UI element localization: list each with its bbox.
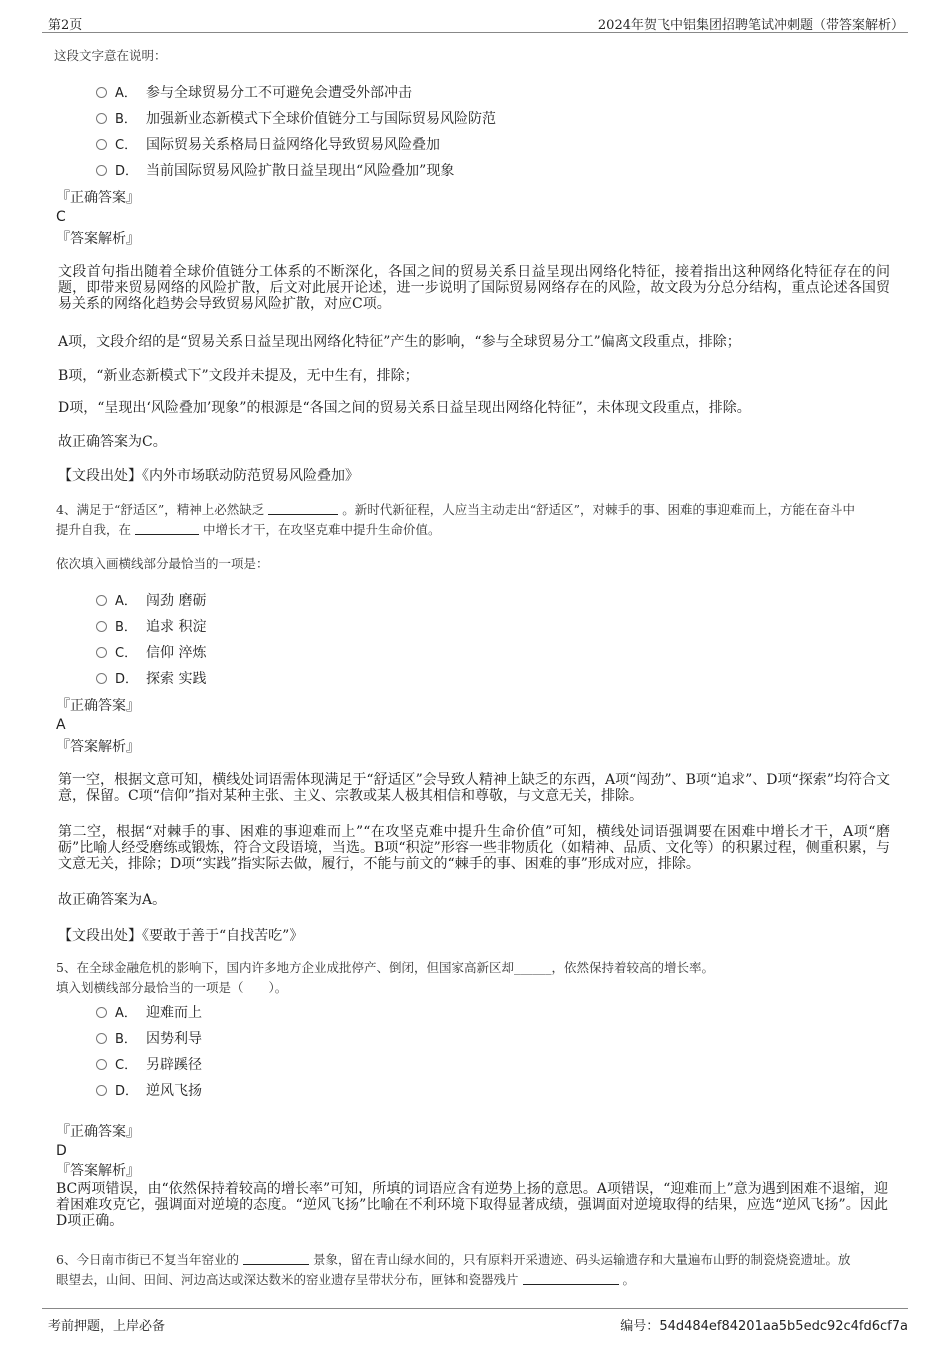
q3-answer-label: 『正确答案』 (56, 190, 140, 206)
radio-icon[interactable] (96, 113, 107, 124)
q5-analysis: BC两项错误，由“依然保持着较高的增长率”可知，所填的词语应含有逆势上扬的意思。A项错误，“迎难而上”意为遇到困难不退缩，迎着困难攻克它，强调面对逆境的态度。“逆风飞扬”比喻在不利环境下取得显著成绩，强调面对逆境取得的结果，应选“逆风飞扬”。因此D项正确。 (56, 1181, 888, 1229)
radio-icon[interactable] (96, 647, 107, 658)
q4-blank-2 (135, 522, 199, 535)
q3-analysis-1: 文段首句指出随着全球价值链分工体系的不断深化，各国之间的贸易关系日益呈现出网络化特征，接着指出这种网络化特征存在的问题，即带来贸易网络的风险扩散，后文对此展开论述，进一步说明了国际贸易网络存在的风险，故文段为分总分结构，重点论述各国贸易关系的网络化趋势会导致贸易风险扩散，对应C项。 (58, 264, 890, 312)
q5-prompt: 填入划横线部分最恰当的一项是（ ）。 (56, 980, 288, 995)
q6-stem: 6、今日南市街已不复当年窑业的 景象，留在青山绿水间的，只有原料开采遗迹、码头运输遗存和大量遍布山野的制瓷烧瓷遗址。放 眼望去，山间、田间、河边高达或深达数米的窑业遗存呈带状分布，匣钵和瓷器残片 。 (56, 1252, 851, 1287)
radio-icon[interactable] (96, 673, 107, 684)
q3-stem-tail: 这段文字意在说明： (54, 48, 167, 63)
q5-answer-label: 『正确答案』 (56, 1124, 140, 1140)
q4-analysis-label: 『答案解析』 (56, 739, 140, 755)
radio-icon[interactable] (96, 595, 107, 606)
q5-option-a[interactable]: A． 迎难而上 (96, 1004, 202, 1023)
q4-answer-label: 『正确答案』 (56, 698, 140, 714)
q5-option-b[interactable]: B． 因势利导 (96, 1030, 202, 1049)
page-header (42, 12, 908, 33)
q4-analysis-1: 第一空，根据文意可知，横线处词语需体现满足于“舒适区”会导致人精神上缺乏的东西，A项“闯劲”、B项“追求”、D项“探索”均符合文意，保留。C项“信仰”指对某种主张、主义、宗教或某人极其相信和尊敬，与文意无关，排除。 (58, 772, 890, 804)
document-code: 编号：54d484ef84201aa5b5edc92c4fd6cf7a (620, 1319, 908, 1334)
q4-analysis-3: 故正确答案为A。 (58, 892, 167, 908)
q4-blank-1 (268, 502, 338, 515)
document-title: 2024年贺飞中铝集团招聘笔试冲刺题（带答案解析） (597, 18, 904, 33)
q4-stem: 4、满足于“舒适区”，精神上必然缺乏 。新时代新征程，人应当主动走出“舒适区”，对棘手的事、困难的事迎难而上，方能在奋斗中 提升自我，在 中增长才干，在攻坚克难中提升生命价值。 (56, 502, 855, 537)
q5-answer: D (56, 1143, 67, 1159)
q3-option-d[interactable]: D． 当前国际贸易风险扩散日益呈现出“风险叠加”现象 (96, 162, 454, 181)
q6-blank-2 (523, 1272, 619, 1285)
radio-icon[interactable] (96, 165, 107, 176)
q3-source: 【文段出处】《内外市场联动防范贸易风险叠加》 (58, 468, 359, 484)
radio-icon[interactable] (96, 1007, 107, 1018)
q3-analysis-2: A项，文段介绍的是“贸易关系日益呈现出网络化特征”产生的影响，“参与全球贸易分工”偏离文段重点，排除； (58, 334, 741, 350)
q3-option-c[interactable]: C． 国际贸易关系格局日益网络化导致贸易风险叠加 (96, 136, 440, 155)
q3-analysis-4: D项，“呈现出‘风险叠加’现象”的根源是“各国之间的贸易关系日益呈现出网络化特征”，未体现文段重点，排除。 (58, 400, 751, 416)
q3-analysis-5: 故正确答案为C。 (58, 434, 167, 450)
q4-analysis-2: 第二空，根据“对棘手的事、困难的事迎难而上”“在攻坚克难中提升生命价值”可知，横线处词语强调要在困难中增长才干，A项“磨砺”比喻人经受磨练或锻炼，符合文段语境，当选。B项“积淀”形容一些非物质化（如精神、品质、文化等）的积累过程，侧重积累，与文意无关，排除；D项“实践”指实际去做，履行，不能与前文的“棘手的事、困难的事”形成对应，排除。 (58, 824, 890, 872)
q3-analysis-label: 『答案解析』 (56, 231, 140, 247)
q4-option-d[interactable]: D． 探索 实践 (96, 670, 206, 689)
radio-icon[interactable] (96, 139, 107, 150)
q3-option-a[interactable]: A． 参与全球贸易分工不可避免会遭受外部冲击 (96, 84, 412, 103)
page-footer (42, 1308, 908, 1335)
q4-option-c[interactable]: C． 信仰 淬炼 (96, 644, 206, 663)
q3-answer: C (56, 209, 66, 225)
q3-analysis-3: B项，“新业态新模式下”文段并未提及，无中生有，排除； (58, 368, 419, 384)
q5-option-c[interactable]: C． 另辟蹊径 (96, 1056, 202, 1075)
q6-blank-1 (243, 1252, 309, 1265)
radio-icon[interactable] (96, 621, 107, 632)
q3-option-b[interactable]: B． 加强新业态新模式下全球价值链分工与国际贸易风险防范 (96, 110, 496, 129)
q4-option-a[interactable]: A． 闯劲 磨砺 (96, 592, 206, 611)
radio-icon[interactable] (96, 1033, 107, 1044)
q5-stem: 5、在全球金融危机的影响下，国内许多地方企业成批停产、倒闭，但国家高新区却______，依然保持着较高的增长率。 (56, 960, 714, 975)
radio-icon[interactable] (96, 1059, 107, 1070)
q4-source: 【文段出处】《要敢于善于“自找苦吃”》 (58, 928, 304, 944)
q4-option-b[interactable]: B． 追求 积淀 (96, 618, 206, 637)
q4-prompt: 依次填入画横线部分最恰当的一项是： (56, 556, 269, 571)
footer-slogan: 考前押题，上岸必备 (48, 1319, 166, 1334)
radio-icon[interactable] (96, 1085, 107, 1096)
q5-option-d[interactable]: D． 逆风飞扬 (96, 1082, 202, 1101)
radio-icon[interactable] (96, 87, 107, 98)
q4-answer: A (56, 717, 66, 733)
q5-analysis-label: 『答案解析』 (56, 1163, 140, 1179)
page-number: 第2页 (48, 18, 83, 33)
